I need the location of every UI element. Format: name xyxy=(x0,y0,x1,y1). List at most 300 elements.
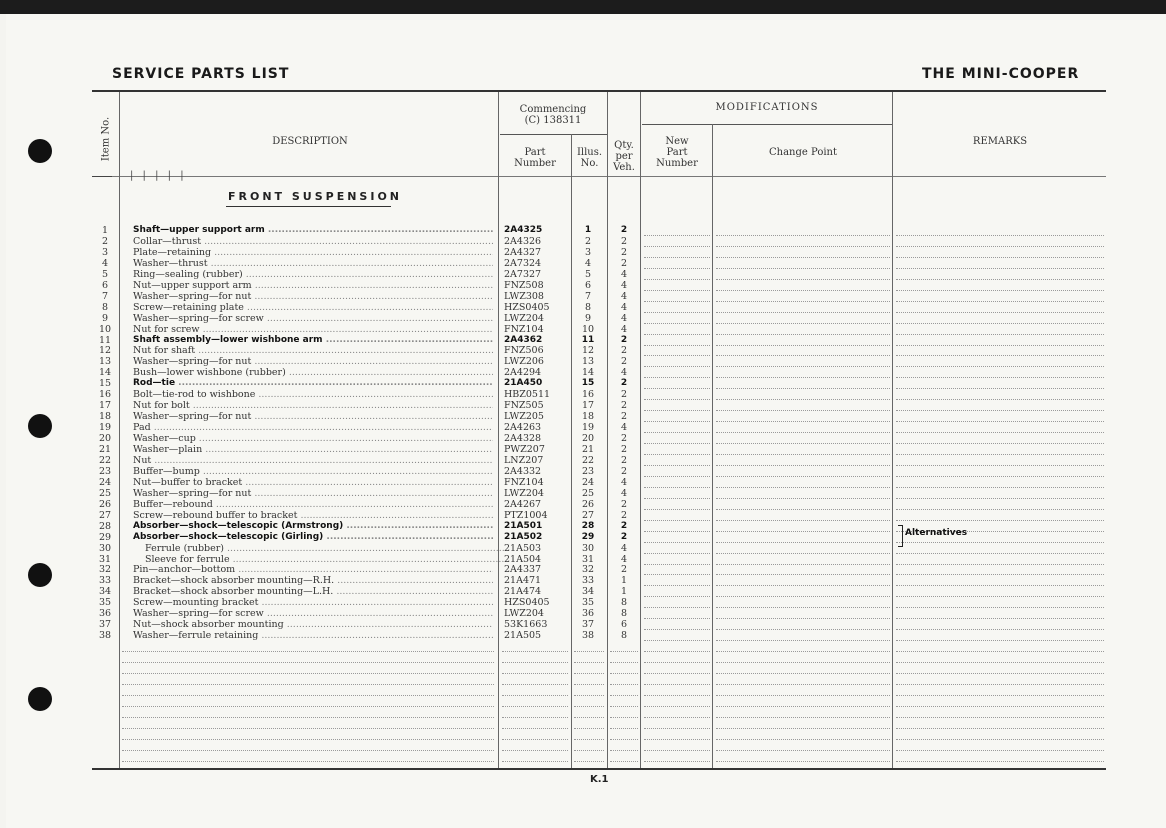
item-number: 13 xyxy=(98,356,112,368)
dot-rule xyxy=(716,717,890,718)
dot-rule xyxy=(644,695,710,696)
dot-rule xyxy=(644,596,710,597)
dot-rule xyxy=(716,235,890,236)
qty-per-vehicle: 2 xyxy=(620,433,628,445)
dot-rule xyxy=(610,651,638,652)
qty-per-vehicle: 2 xyxy=(620,444,628,455)
part-number: 21A505 xyxy=(504,630,542,642)
dot-rule xyxy=(644,618,710,619)
page-number: K.1 xyxy=(590,774,609,785)
item-number: 12 xyxy=(98,345,112,357)
dot-rule xyxy=(644,410,710,411)
item-description: Washer—plain ..... xyxy=(133,444,493,455)
illus-number: 28 xyxy=(581,520,595,531)
item-description: Washer—spring—for nut ..... xyxy=(133,356,493,367)
dot-rule xyxy=(644,366,710,367)
dot-rule xyxy=(896,728,1104,729)
illus-number: 2 xyxy=(584,235,592,247)
dot-rule xyxy=(644,574,710,575)
item-number: 2 xyxy=(101,235,109,247)
illus-number: 11 xyxy=(581,334,595,345)
dot-rule xyxy=(896,334,1104,335)
dot-rule xyxy=(502,651,568,652)
commencing-rule xyxy=(500,134,608,135)
dot-rule xyxy=(896,739,1104,740)
dot-rule xyxy=(122,673,494,674)
illus-no-header: Illus. No. xyxy=(576,147,603,169)
item-number: 17 xyxy=(98,400,112,412)
section-title: FRONT SUSPENSION xyxy=(228,190,403,203)
item-description: Screw—mounting bracket ..... xyxy=(133,597,493,608)
item-number: 7 xyxy=(101,290,109,302)
item-number: 37 xyxy=(98,619,112,631)
dot-rule xyxy=(574,684,604,685)
dot-rule xyxy=(716,695,890,696)
item-number: 35 xyxy=(98,597,112,609)
dot-rule xyxy=(896,366,1104,367)
dot-rule xyxy=(896,684,1104,685)
qty-per-vehicle: 4 xyxy=(620,476,628,488)
dot-rule xyxy=(644,509,710,510)
dot-rule xyxy=(716,761,890,762)
item-description: Pad ..... xyxy=(133,422,493,433)
illus-number: 37 xyxy=(581,619,595,631)
dot-rule xyxy=(574,662,604,663)
dot-rule xyxy=(644,531,710,532)
illus-number: 10 xyxy=(581,323,595,335)
illus-number: 24 xyxy=(581,476,595,488)
dot-rule xyxy=(644,640,710,641)
illus-number: 19 xyxy=(581,422,595,434)
dot-rule xyxy=(644,388,710,389)
item-number: 1 xyxy=(101,225,109,236)
dot-rule xyxy=(644,750,710,751)
qty-per-vehicle: 2 xyxy=(620,520,628,531)
dot-rule xyxy=(644,334,710,335)
dot-rule xyxy=(644,301,710,302)
part-number: 2A4325 xyxy=(504,225,543,235)
table-bottom-rule xyxy=(92,768,1106,770)
dot-rule xyxy=(716,662,890,663)
illus-number: 32 xyxy=(581,564,595,576)
item-description: Washer—cup ..... xyxy=(133,433,493,444)
item-description: Washer—spring—for nut ..... xyxy=(133,411,493,422)
qty-per-vehicle: 4 xyxy=(620,487,628,499)
dot-rule xyxy=(644,607,710,608)
qty-per-vehicle: 4 xyxy=(620,367,628,379)
item-description: Washer—thrust ..... xyxy=(133,258,493,269)
item-description: Sleeve for ferrule ..... xyxy=(145,554,505,565)
dot-rule xyxy=(716,574,890,575)
dot-rule xyxy=(574,728,604,729)
qty-per-vehicle: 2 xyxy=(620,454,628,466)
illus-number: 14 xyxy=(581,367,595,379)
illus-number: 29 xyxy=(581,531,595,542)
dot-rule xyxy=(896,388,1104,389)
item-number: 27 xyxy=(98,509,112,521)
item-number: 26 xyxy=(98,498,112,510)
dot-rule xyxy=(644,487,710,488)
dot-rule xyxy=(716,257,890,258)
item-description: Washer—spring—for nut ..... xyxy=(133,291,493,302)
item-dash xyxy=(92,176,112,177)
part-number: LWZ204 xyxy=(504,608,544,620)
dot-rule xyxy=(644,542,710,543)
item-number: 14 xyxy=(98,367,112,379)
illus-number: 13 xyxy=(581,356,595,368)
item-description: Bracket—shock absorber mounting—R.H. ..... xyxy=(133,575,493,586)
qty-header: Qty. per Veh. xyxy=(613,140,635,173)
part-number: PTZ1004 xyxy=(504,509,548,521)
item-description: Rod—tie ..... xyxy=(133,378,493,389)
remark-alternatives: Alternatives xyxy=(905,528,968,538)
item-number: 15 xyxy=(98,378,112,390)
dot-rule xyxy=(610,673,638,674)
part-number: FNZ506 xyxy=(504,345,544,357)
item-no-header: Item No. xyxy=(100,116,112,162)
dot-rule xyxy=(644,717,710,718)
dot-rule xyxy=(716,739,890,740)
dot-rule xyxy=(122,695,494,696)
illus-number: 20 xyxy=(581,433,595,445)
dot-rule xyxy=(610,761,638,762)
dot-rule xyxy=(896,618,1104,619)
dot-rule xyxy=(716,388,890,389)
illus-number: 38 xyxy=(581,630,595,642)
dot-rule xyxy=(716,706,890,707)
qty-per-vehicle: 2 xyxy=(620,334,628,345)
dot-rule xyxy=(896,279,1104,280)
item-number: 22 xyxy=(98,454,112,466)
dot-rule xyxy=(502,673,568,674)
item-number: 16 xyxy=(98,389,112,401)
dot-rule xyxy=(574,761,604,762)
part-number: 53K1663 xyxy=(504,619,548,631)
part-number: 21A450 xyxy=(504,378,543,389)
item-number: 29 xyxy=(98,531,112,543)
item-number: 18 xyxy=(98,411,112,423)
illus-number: 35 xyxy=(581,597,595,609)
dot-rule xyxy=(644,498,710,499)
item-number: 30 xyxy=(98,542,112,554)
section-underline xyxy=(226,206,391,207)
dot-rule xyxy=(896,509,1104,510)
dot-rule xyxy=(716,750,890,751)
dot-rule xyxy=(896,410,1104,411)
item-description: Washer—spring—for screw ..... xyxy=(133,608,493,619)
qty-per-vehicle: 4 xyxy=(620,323,628,335)
dot-rule xyxy=(716,290,890,291)
part-number: LWZ204 xyxy=(504,312,544,324)
new-part-number-header: New Part Number xyxy=(656,136,698,169)
dot-rule xyxy=(644,345,710,346)
illus-number: 12 xyxy=(581,345,595,357)
item-number: 3 xyxy=(101,246,109,258)
item-description: Buffer—bump ..... xyxy=(133,466,493,477)
part-number: 21A501 xyxy=(504,520,543,531)
dot-rule xyxy=(644,629,710,630)
dot-rule xyxy=(716,509,890,510)
dot-rule xyxy=(716,399,890,400)
qty-per-vehicle: 4 xyxy=(620,301,628,313)
dot-rule xyxy=(122,662,494,663)
dot-rule xyxy=(896,498,1104,499)
part-number-header: Part Number xyxy=(514,147,556,169)
dot-rule xyxy=(716,366,890,367)
tick-marks: | | | | | xyxy=(130,170,187,181)
illus-number: 31 xyxy=(581,553,595,565)
qty-per-vehicle: 2 xyxy=(620,411,628,423)
dot-rule xyxy=(644,706,710,707)
part-number: 21A474 xyxy=(504,586,542,598)
part-number: 2A4332 xyxy=(504,465,542,477)
item-number: 25 xyxy=(98,487,112,499)
item-description: Screw—rebound buffer to bracket ..... xyxy=(133,510,493,521)
item-description: Nut for shaft ..... xyxy=(133,345,493,356)
item-number: 8 xyxy=(101,301,109,313)
illus-number: 33 xyxy=(581,575,595,587)
qty-per-vehicle: 2 xyxy=(620,400,628,412)
dot-rule xyxy=(610,706,638,707)
item-number: 5 xyxy=(101,268,109,280)
dot-rule xyxy=(644,257,710,258)
dot-rule xyxy=(644,761,710,762)
dot-rule xyxy=(644,246,710,247)
dot-rule xyxy=(716,553,890,554)
qty-per-vehicle: 8 xyxy=(620,630,628,642)
illus-number: 8 xyxy=(584,301,592,313)
dot-rule xyxy=(896,574,1104,575)
part-number: LWZ204 xyxy=(504,487,544,499)
part-number: 2A4294 xyxy=(504,367,542,379)
part-number: FNZ505 xyxy=(504,400,544,412)
dot-rule xyxy=(644,465,710,466)
dot-rule xyxy=(644,585,710,586)
qty-per-vehicle: 4 xyxy=(620,268,628,280)
modifications-rule xyxy=(642,124,892,125)
part-number: HZS0405 xyxy=(504,301,550,313)
dot-rule xyxy=(644,279,710,280)
dot-rule xyxy=(716,432,890,433)
dot-rule xyxy=(716,651,890,652)
dot-rule xyxy=(896,717,1104,718)
dot-rule xyxy=(644,739,710,740)
item-description: Ring—sealing (rubber) ..... xyxy=(133,269,493,280)
illus-number: 25 xyxy=(581,487,595,499)
dot-rule xyxy=(896,312,1104,313)
item-description: Bracket—shock absorber mounting—L.H. ..... xyxy=(133,586,493,597)
dot-rule xyxy=(716,520,890,521)
header-left-title: SERVICE PARTS LIST xyxy=(112,66,290,82)
dot-rule xyxy=(716,640,890,641)
dot-rule xyxy=(716,355,890,356)
illus-number: 4 xyxy=(584,257,592,269)
qty-per-vehicle: 2 xyxy=(620,498,628,510)
item-number: 10 xyxy=(98,323,112,335)
dot-rule xyxy=(896,750,1104,751)
item-description: Shaft—upper support arm ..... xyxy=(133,225,493,236)
item-description: Nut for bolt ..... xyxy=(133,400,493,411)
dot-rule xyxy=(716,585,890,586)
remarks-header: REMARKS xyxy=(972,136,1028,147)
item-number: 23 xyxy=(98,465,112,477)
part-number: FNZ508 xyxy=(504,279,544,291)
qty-per-vehicle: 2 xyxy=(620,225,628,235)
part-number: 2A4263 xyxy=(504,422,542,434)
item-description: Washer—ferrule retaining ..... xyxy=(133,630,493,641)
part-number: 2A4327 xyxy=(504,246,542,258)
dot-rule xyxy=(574,695,604,696)
commencing-header: Commencing xyxy=(519,104,587,115)
dot-rule xyxy=(896,695,1104,696)
dot-rule xyxy=(644,476,710,477)
item-description: Washer—spring—for nut ..... xyxy=(133,488,493,499)
dot-rule xyxy=(896,706,1104,707)
dot-rule xyxy=(896,268,1104,269)
dot-rule xyxy=(122,750,494,751)
illus-number: 27 xyxy=(581,509,595,521)
dot-rule xyxy=(644,399,710,400)
dot-rule xyxy=(716,684,890,685)
item-number: 36 xyxy=(98,608,112,620)
dot-rule xyxy=(716,443,890,444)
dot-rule xyxy=(716,410,890,411)
header-right-title: THE MINI-COOPER xyxy=(922,66,1080,82)
illus-number: 9 xyxy=(584,312,592,324)
part-number: FNZ104 xyxy=(504,323,544,335)
dot-rule xyxy=(716,673,890,674)
dot-rule xyxy=(896,246,1104,247)
dot-rule xyxy=(896,377,1104,378)
dot-rule xyxy=(502,717,568,718)
dot-rule xyxy=(610,695,638,696)
dot-rule xyxy=(896,596,1104,597)
dot-rule xyxy=(644,553,710,554)
dot-rule xyxy=(574,739,604,740)
dot-rule xyxy=(502,739,568,740)
dot-rule xyxy=(716,629,890,630)
qty-per-vehicle: 2 xyxy=(620,345,628,357)
dot-rule xyxy=(502,728,568,729)
dot-rule xyxy=(716,476,890,477)
qty-per-vehicle: 1 xyxy=(620,575,628,587)
dot-rule xyxy=(644,312,710,313)
dot-rule xyxy=(896,640,1104,641)
item-number: 9 xyxy=(101,312,109,324)
dot-rule xyxy=(122,728,494,729)
item-description: Plate—retaining ..... xyxy=(133,247,493,258)
dot-rule xyxy=(896,235,1104,236)
dot-rule xyxy=(896,443,1104,444)
dot-rule xyxy=(896,301,1104,302)
illus-number: 22 xyxy=(581,454,595,466)
part-number: LWZ308 xyxy=(504,290,544,302)
item-description: Bolt—tie-rod to wishbone ..... xyxy=(133,389,493,400)
dot-rule xyxy=(644,520,710,521)
dot-rule xyxy=(644,728,710,729)
item-description: Nut—upper support arm ..... xyxy=(133,280,493,291)
dot-rule xyxy=(574,651,604,652)
item-number: 20 xyxy=(98,433,112,445)
item-description: Pin—anchor—bottom ..... xyxy=(133,564,493,575)
illus-number: 17 xyxy=(581,400,595,412)
dot-rule xyxy=(502,750,568,751)
dot-rule xyxy=(574,706,604,707)
dot-rule xyxy=(896,487,1104,488)
dot-rule xyxy=(644,564,710,565)
part-number: 21A471 xyxy=(504,575,542,587)
part-number: 21A502 xyxy=(504,531,543,542)
dot-rule xyxy=(610,728,638,729)
qty-per-vehicle: 2 xyxy=(620,378,628,389)
dot-rule xyxy=(716,345,890,346)
item-number: 21 xyxy=(98,444,112,455)
dot-rule xyxy=(896,761,1104,762)
dot-rule xyxy=(644,684,710,685)
part-number: 2A4328 xyxy=(504,433,542,445)
dot-rule xyxy=(716,454,890,455)
item-description: Screw—retaining plate ..... xyxy=(133,302,493,313)
item-description: Nut ..... xyxy=(133,455,493,466)
item-description: Nut—buffer to bracket ..... xyxy=(133,477,493,488)
item-description: Shaft assembly—lower wishbone arm ..... xyxy=(133,335,493,346)
dot-rule xyxy=(896,257,1104,258)
dot-rule xyxy=(716,607,890,608)
dot-rule xyxy=(896,553,1104,554)
dot-rule xyxy=(896,290,1104,291)
item-number: 19 xyxy=(98,422,112,434)
dot-rule xyxy=(896,421,1104,422)
dot-rule xyxy=(644,235,710,236)
dot-rule xyxy=(716,377,890,378)
qty-per-vehicle: 4 xyxy=(620,422,628,434)
part-number: LWZ205 xyxy=(504,411,544,423)
dot-rule xyxy=(502,662,568,663)
dot-rule xyxy=(716,334,890,335)
illus-number: 23 xyxy=(581,465,595,477)
dot-rule xyxy=(896,454,1104,455)
dot-rule xyxy=(716,531,890,532)
dot-rule xyxy=(896,432,1104,433)
dot-rule xyxy=(502,695,568,696)
dot-rule xyxy=(896,520,1104,521)
qty-per-vehicle: 2 xyxy=(620,465,628,477)
description-header: DESCRIPTION xyxy=(272,136,348,147)
dot-rule xyxy=(644,323,710,324)
dot-rule xyxy=(574,750,604,751)
modifications-header: MODIFICATIONS xyxy=(715,102,819,113)
dot-rule xyxy=(122,684,494,685)
dot-rule xyxy=(716,498,890,499)
dot-rule xyxy=(716,246,890,247)
part-number: 2A7324 xyxy=(504,257,542,269)
table-top-rule xyxy=(92,90,1106,92)
part-number: PWZ207 xyxy=(504,444,545,455)
scan-top-band xyxy=(0,0,1166,14)
item-number: 4 xyxy=(101,257,109,269)
dot-rule xyxy=(644,673,710,674)
illus-number: 3 xyxy=(584,246,592,258)
alternatives-bracket xyxy=(898,525,903,547)
dot-rule xyxy=(610,750,638,751)
dot-rule xyxy=(896,542,1104,543)
qty-per-vehicle: 4 xyxy=(620,553,628,565)
dot-rule xyxy=(716,564,890,565)
dot-rule xyxy=(716,542,890,543)
header-bottom-rule xyxy=(92,176,1106,177)
qty-per-vehicle: 6 xyxy=(620,619,628,631)
dot-rule xyxy=(574,717,604,718)
